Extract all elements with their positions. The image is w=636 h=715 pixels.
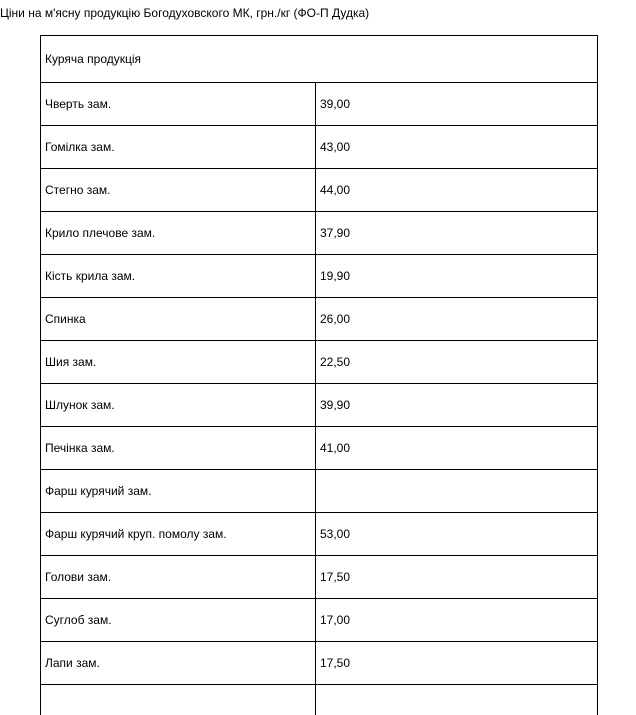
- product-name-cell: Голови зам.: [41, 556, 316, 599]
- price-cell: 53,00: [316, 513, 598, 556]
- product-name-cell: Суглоб зам.: [41, 599, 316, 642]
- table-row: [41, 384, 598, 427]
- table-row: [41, 513, 598, 556]
- table-row: [41, 298, 598, 341]
- product-name-cell: Фарш курячий зам.: [41, 470, 316, 513]
- price-cell: 22,50: [316, 341, 598, 384]
- price-cell: 17,00: [316, 599, 598, 642]
- price-cell: 39,90: [316, 384, 598, 427]
- product-name-cell: Кість крила зам.: [41, 255, 316, 298]
- table-row: [41, 212, 598, 255]
- price-cell: 26,00: [316, 298, 598, 341]
- page-title: Ціни на м'ясну продукцію Богодуховского МК, грн./кг (ФО-П Дудка): [0, 5, 369, 21]
- product-name-cell: Стегно зам.: [41, 169, 316, 212]
- table-row: [41, 427, 598, 470]
- product-name-cell: Лапи зам.: [41, 642, 316, 685]
- product-name-cell-empty: [41, 685, 316, 715]
- table-row: [41, 556, 598, 599]
- product-name-cell: Шия зам.: [41, 341, 316, 384]
- table-row-cutoff: [41, 685, 598, 715]
- table-row: [41, 341, 598, 384]
- price-cell: 17,50: [316, 642, 598, 685]
- price-cell: 19,90: [316, 255, 598, 298]
- product-name-cell: Гомілка зам.: [41, 126, 316, 169]
- table-row: [41, 599, 598, 642]
- table-row: [41, 126, 598, 169]
- table-row: [41, 169, 598, 212]
- product-name-cell: Фарш курячий круп. помолу зам.: [41, 513, 316, 556]
- price-cell: 37,90: [316, 212, 598, 255]
- price-cell: 44,00: [316, 169, 598, 212]
- table-row: [41, 470, 598, 513]
- price-cell: 43,00: [316, 126, 598, 169]
- table-row: [41, 83, 598, 126]
- product-name-cell: Чверть зам.: [41, 83, 316, 126]
- price-cell: 17,50: [316, 556, 598, 599]
- product-name-cell: Крило плечове зам.: [41, 212, 316, 255]
- price-cell: 41,00: [316, 427, 598, 470]
- table-row: [41, 255, 598, 298]
- price-cell: [316, 470, 598, 513]
- section-header-row: [41, 36, 598, 83]
- table-row: [41, 642, 598, 685]
- product-name-cell: Печінка зам.: [41, 427, 316, 470]
- price-table: [40, 35, 598, 715]
- price-cell: 39,00: [316, 83, 598, 126]
- price-table-body: [41, 36, 598, 715]
- product-name-cell: Шлунок зам.: [41, 384, 316, 427]
- product-name-cell: Спинка: [41, 298, 316, 341]
- price-cell-empty: [316, 685, 598, 715]
- section-title: Куряча продукція: [41, 36, 598, 83]
